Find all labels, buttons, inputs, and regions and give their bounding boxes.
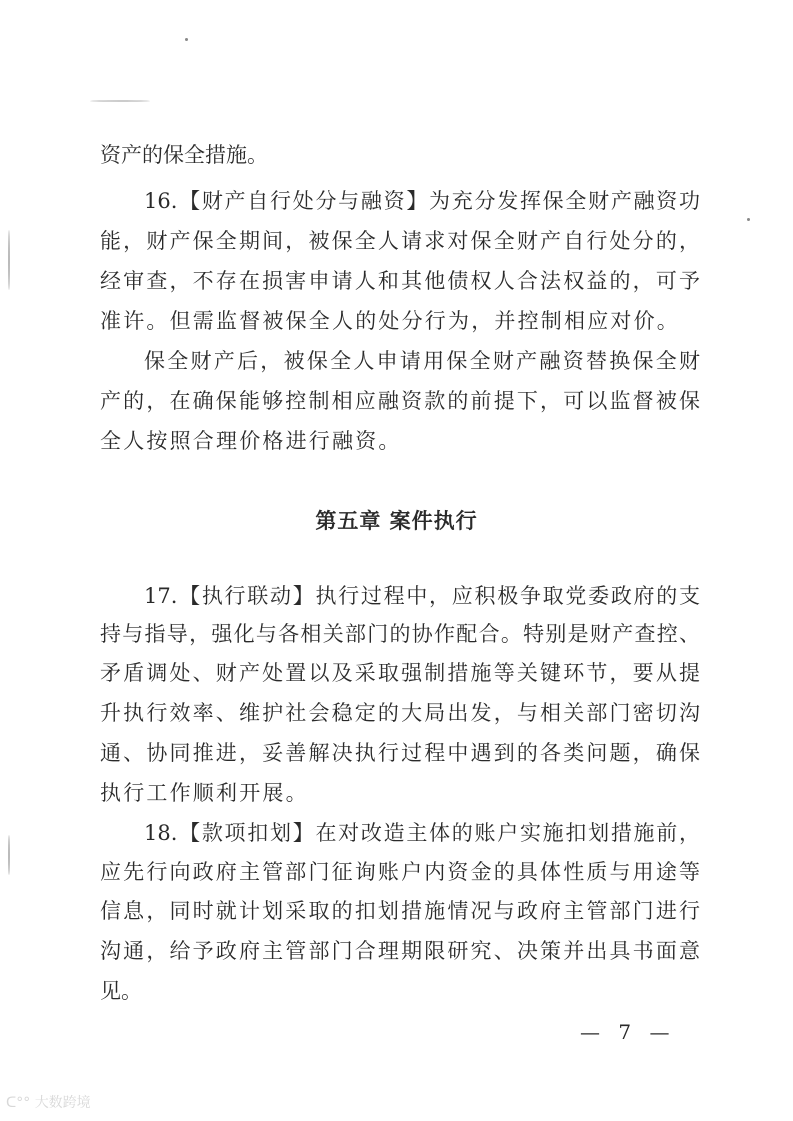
paragraph-18-line: 18.【款项扣划】在对改造主体的账户实施扣划措施前， bbox=[144, 821, 700, 845]
paragraph-18-line: 应先行向政府主管部门征询账户内资金的具体性质与用途等 bbox=[100, 860, 700, 884]
paragraph-17-line: 矛盾调处、财产处置以及采取强制措施等关键环节，要从提 bbox=[100, 661, 700, 685]
page-number: — 7 — bbox=[580, 1020, 676, 1044]
paragraph-16-line: 能，财产保全期间，被保全人请求对保全财产自行处分的， bbox=[100, 229, 700, 253]
paragraph-18-line: 沟通，给予政府主管部门合理期限研究、决策并出具书面意 bbox=[100, 939, 700, 963]
paragraph-18-line: 见。 bbox=[100, 979, 142, 1003]
scan-speck bbox=[90, 100, 150, 102]
paragraph-17-line: 升执行效率、维护社会稳定的大局出发，与相关部门密切沟 bbox=[100, 701, 700, 725]
watermark-logo bbox=[6, 1092, 91, 1112]
scan-speck bbox=[8, 230, 10, 290]
paragraph-16b-line: 产的，在确保能够控制相应融资款的前提下，可以监督被保 bbox=[100, 389, 700, 413]
watermark-icon: ᑕ°° bbox=[6, 1095, 31, 1111]
paragraph-18-line: 信息，同时就计划采取的扣划措施情况与政府主管部门进行 bbox=[100, 899, 700, 923]
paragraph-17-line: 17.【执行联动】执行过程中，应积极争取党委政府的支 bbox=[144, 584, 700, 608]
scan-speck bbox=[8, 835, 10, 875]
paragraph-16-line: 准许。但需监督被保全人的处分行为，并控制相应对价。 bbox=[100, 309, 680, 333]
paragraph-17-line: 执行工作顺利开展。 bbox=[100, 781, 309, 805]
paragraph-17-line: 通、协同推进，妥善解决执行过程中遇到的各类问题，确保 bbox=[100, 741, 700, 765]
scan-speck bbox=[185, 38, 188, 41]
paragraph-16-line: 经审查，不存在损害申请人和其他债权人合法权益的，可予 bbox=[100, 269, 700, 293]
chapter-heading: 第五章 案件执行 bbox=[315, 509, 478, 533]
paragraph-16b-line: 保全财产后，被保全人申请用保全财产融资替换保全财 bbox=[144, 349, 700, 373]
paragraph-16b-line: 全人按照合理价格进行融资。 bbox=[100, 429, 402, 453]
watermark-text: 大数跨境 bbox=[34, 1095, 91, 1111]
scan-speck bbox=[747, 218, 750, 221]
paragraph-15-tail-line: 资产的保全措施。 bbox=[100, 143, 268, 167]
paragraph-17-line: 持与指导，强化与各相关部门的协作配合。特别是财产查控、 bbox=[100, 622, 700, 646]
paragraph-16-line: 16.【财产自行处分与融资】为充分发挥保全财产融资功 bbox=[144, 189, 700, 213]
